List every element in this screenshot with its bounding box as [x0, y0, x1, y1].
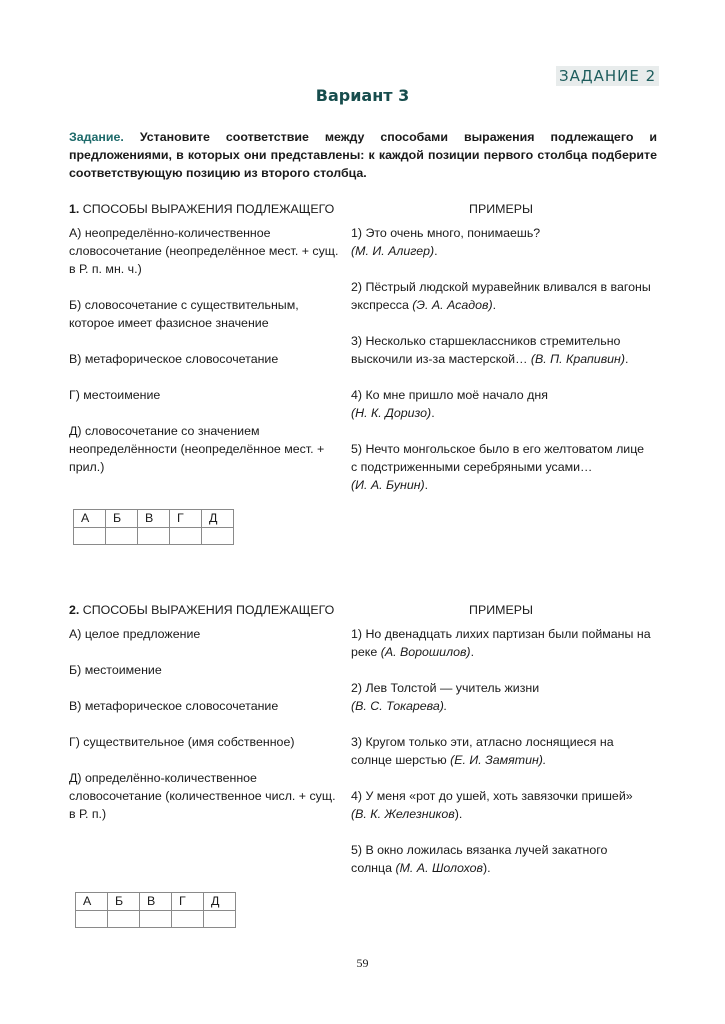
example-item: 5) В окно ложилась вязанка лучей закатного солнца (М. А. Шолохов).	[351, 843, 608, 875]
task-lead: Задание.	[69, 130, 124, 144]
example-item: 3) Несколько старшеклассников стремительно выскочили из-за мастерской… (В. П. Крапивин).	[351, 334, 629, 366]
example-item: 4) У меня «рот до ушей, хоть завязочки пришей» (В. К. Железников).	[351, 789, 633, 821]
task-badge: ЗАДАНИЕ 2	[556, 66, 659, 86]
options-header	[69, 601, 339, 619]
option-item: Д) определённо-количественное словосочетание (количественное числ. + сущ. в Р. п.)	[69, 771, 336, 821]
answer-input-cell[interactable]	[108, 911, 140, 928]
answer-header-cell: В	[138, 510, 170, 528]
answer-input-cell[interactable]	[172, 911, 204, 928]
page-title: Вариант 3	[315, 86, 410, 105]
option-item: Д) словосочетание со значением неопределённости (неопределённое мест. + прил.)	[69, 424, 325, 474]
answer-table-input-row	[76, 911, 236, 928]
example-author: (И. А. Бунин)	[351, 478, 425, 492]
answer-input-cell[interactable]	[138, 528, 170, 545]
example-author: (Э. А. Асадов)	[412, 298, 493, 312]
answer-input-cell[interactable]	[204, 911, 236, 928]
examples-header: ПРИМЕРЫ	[469, 202, 533, 216]
option-item: А) неопределённо-количественное словосочетание (неопределённое мест. + сущ. в Р. п. мн. ч.)	[69, 226, 339, 276]
options-column	[69, 200, 339, 494]
answer-table-input-row	[74, 528, 234, 545]
options-header-label: СПОСОБЫ ВЫРАЖЕНИЯ ПОДЛЕЖАЩЕГО	[82, 202, 335, 216]
example-item: 1) Это очень много, понимаешь? (М. И. Алигер).	[351, 226, 541, 258]
option-item: В) метафорическое словосочетание	[69, 352, 279, 366]
example-author: (В. С. Токарева).	[351, 699, 448, 713]
example-author: (М. А. Шолохов	[395, 861, 483, 875]
example-item: 5) Нечто монгольское было в его желтоватом лице с подстриженными серебряными усами… (И. А. Бунин).	[351, 442, 645, 492]
examples-column	[351, 601, 651, 895]
example-item: 4) Ко мне пришло моё начало дня (Н. К. Доризо).	[351, 388, 548, 420]
answer-table-2	[75, 892, 236, 928]
answer-input-cell[interactable]	[76, 911, 108, 928]
answer-input-cell[interactable]	[74, 528, 106, 545]
options-header-label: СПОСОБЫ ВЫРАЖЕНИЯ ПОДЛЕЖАЩЕГО	[82, 603, 335, 617]
answer-input-cell[interactable]	[140, 911, 172, 928]
example-item: 2) Пёстрый людской муравейник вливался в вагоны экспресса (Э. А. Асадов).	[351, 280, 651, 312]
answer-header-cell: Д	[204, 893, 236, 911]
answer-header-cell: А	[74, 510, 106, 528]
option-item: Б) словосочетание с существительным, которое имеет фазисное значение	[69, 298, 299, 330]
answer-header-cell: Б	[106, 510, 138, 528]
options-header	[69, 200, 339, 218]
option-item: Г) местоимение	[69, 388, 161, 402]
option-item: Б) местоимение	[69, 663, 162, 677]
answer-input-cell[interactable]	[202, 528, 234, 545]
option-item: Г) существительное (имя собственное)	[69, 735, 295, 749]
example-author: (В. П. Крапивин)	[530, 352, 626, 366]
answer-table-1	[73, 509, 234, 545]
example-author: (Н. К. Доризо)	[351, 406, 432, 420]
page-number: 59	[356, 956, 369, 970]
answer-header-cell: Д	[202, 510, 234, 528]
task-text: Установите соответствие между способами выражения подлежащего и предложениями, в которых они представлены: к каждой позиции первого столбца подберите соответствующую позицию из второго столбца.	[69, 130, 657, 180]
answer-table-header-row	[76, 893, 236, 911]
example-item: 3) Кругом только эти, атласно лоснящиеся на солнце шерстью (Е. И. Замятин).	[351, 735, 614, 767]
example-item: 2) Лев Толстой — учитель жизни (В. С. Токарева).	[351, 681, 540, 713]
answer-header-cell: Б	[108, 893, 140, 911]
example-author: (М. И. Алигер)	[351, 244, 435, 258]
answer-input-cell[interactable]	[170, 528, 202, 545]
example-author: (А. Ворошилов)	[380, 645, 471, 659]
answer-input-cell[interactable]	[106, 528, 138, 545]
answer-header-cell: А	[76, 893, 108, 911]
example-author: (В. К. Железников	[351, 807, 455, 821]
answer-table-header-row	[74, 510, 234, 528]
answer-header-cell: Г	[172, 893, 204, 911]
answer-header-cell: Г	[170, 510, 202, 528]
example-author: (Е. И. Замятин).	[450, 753, 547, 767]
answer-header-cell: В	[140, 893, 172, 911]
task-instruction	[69, 128, 657, 182]
option-item: В) метафорическое словосочетание	[69, 699, 279, 713]
exercise-number: 1.	[69, 202, 80, 216]
exercise-number: 2.	[69, 603, 80, 617]
option-item: А) целое предложение	[69, 627, 201, 641]
examples-header: ПРИМЕРЫ	[469, 603, 533, 617]
example-item: 1) Но двенадцать лихих партизан были пойманы на реке (А. Ворошилов).	[351, 627, 651, 659]
options-column	[69, 601, 339, 841]
examples-column	[351, 200, 651, 512]
